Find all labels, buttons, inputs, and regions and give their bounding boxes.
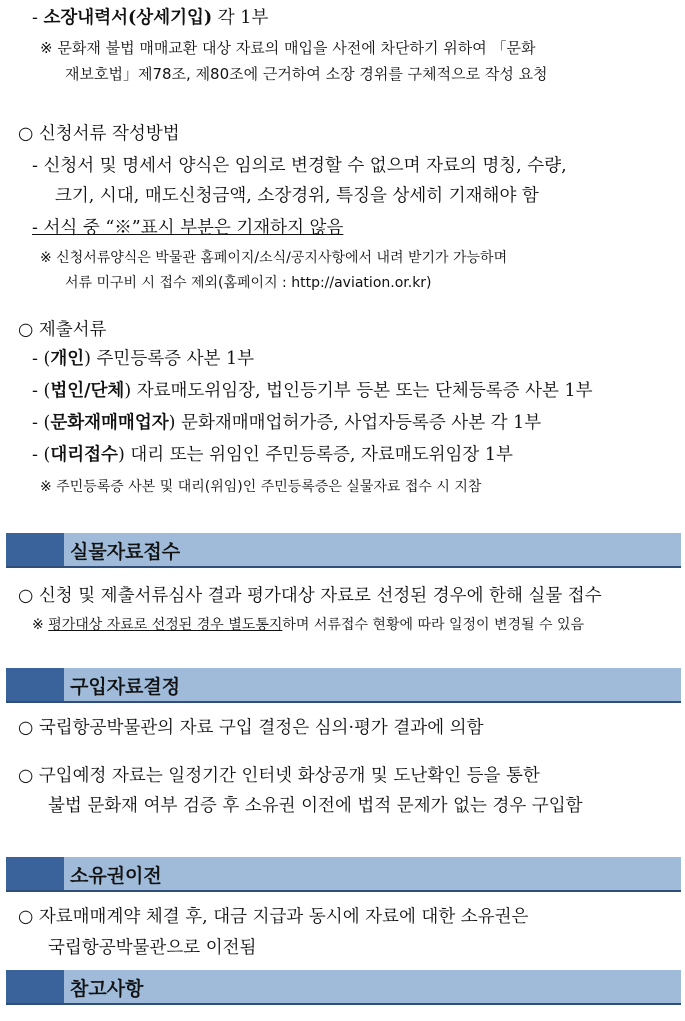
section-accent (6, 857, 64, 890)
section-header-receipt (6, 533, 681, 568)
section-accent (6, 970, 64, 1003)
receipt-line-1: ○ 신청 및 제출서류심사 결과 평가대상 자료로 선정된 경우에 한해 실물 접수 (18, 586, 602, 606)
item-title: 소장내력서(상세기입) (43, 8, 213, 28)
doc-line-11: - (개인) 주민등록증 사본 1부 (32, 349, 255, 369)
ownership-line-1: ○ 자료매매계약 체결 후, 대금 지급과 동시에 자료에 대한 소유권은 (18, 907, 529, 927)
doc-line-5: - 신청서 및 명세서 양식은 임의로 변경할 수 없으며 자료의 명칭, 수량, (32, 156, 567, 176)
doc-line-13: - (문화재매매업자) 문화재매매업허가증, 사업자등록증 사본 각 1부 (32, 413, 542, 433)
doc-line-7: - 서식 중 “※”표시 부분은 기재하지 않음 (32, 218, 344, 238)
doc-line-1 (32, 4, 268, 29)
doc-line-4: ○ 신청서류 작성방법 (18, 124, 180, 144)
doc-line-10: ○ 제출서류 (18, 320, 107, 340)
doc-line-3: 재보호법」제78조, 제80조에 근거하여 소장 경위를 구체적으로 작성 요청 (65, 65, 548, 83)
section-title: 참고사항 (70, 978, 144, 1000)
dash: - (32, 8, 44, 28)
receipt-line-2: ※ 평가대상 자료로 선정된 경우 별도통지하며 서류접수 현황에 따라 일정이 변경될 수 있음 (32, 617, 585, 633)
section-title: 실물자료접수 (70, 541, 181, 563)
decision-line-1: ○ 국립항공박물관의 자료 구입 결정은 심의·평가 결과에 의함 (18, 718, 484, 738)
section-title: 소유권이전 (70, 865, 162, 887)
item-qty: 각 1부 (212, 8, 269, 28)
section-header-ownership (6, 857, 681, 892)
section-accent (6, 668, 64, 701)
decision-line-2: ○ 구입예정 자료는 일정기간 인터넷 화상공개 및 도난확인 등을 통한 (18, 766, 540, 786)
doc-line-14: - (대리접수) 대리 또는 위임인 주민등록증, 자료매도위임장 1부 (32, 445, 513, 465)
doc-line-8: ※ 신청서류양식은 박물관 홈페이지/소식/공지사항에서 내려 받기가 가능하며 (40, 250, 508, 266)
doc-line-12: - (법인/단체) 자료매도위임장, 법인등기부 등본 또는 단체등록증 사본 1부 (32, 381, 593, 401)
ownership-line-2: 국립항공박물관으로 이전됨 (48, 938, 257, 958)
doc-line-9: 서류 미구비 시 접수 제외(홈페이지 : http://aviation.or.kr) (65, 275, 432, 291)
doc-line-2: ※ 문화재 불법 매매교환 대상 자료의 매입을 사전에 차단하기 위하여 「문화 (40, 39, 536, 57)
section-header-decision (6, 668, 681, 703)
decision-line-3: 불법 문화재 여부 검증 후 소유권 이전에 법적 문제가 없는 경우 구입함 (48, 796, 583, 816)
section-title: 구입자료결정 (70, 676, 181, 698)
doc-line-15: ※ 주민등록증 사본 및 대리(위임)인 주민등록증은 실물자료 접수 시 지참 (40, 479, 482, 495)
section-header-notes (6, 970, 681, 1005)
doc-line-6: 크기, 시대, 매도신청금액, 소장경위, 특징을 상세히 기재해야 함 (55, 186, 539, 206)
section-accent (6, 533, 64, 566)
